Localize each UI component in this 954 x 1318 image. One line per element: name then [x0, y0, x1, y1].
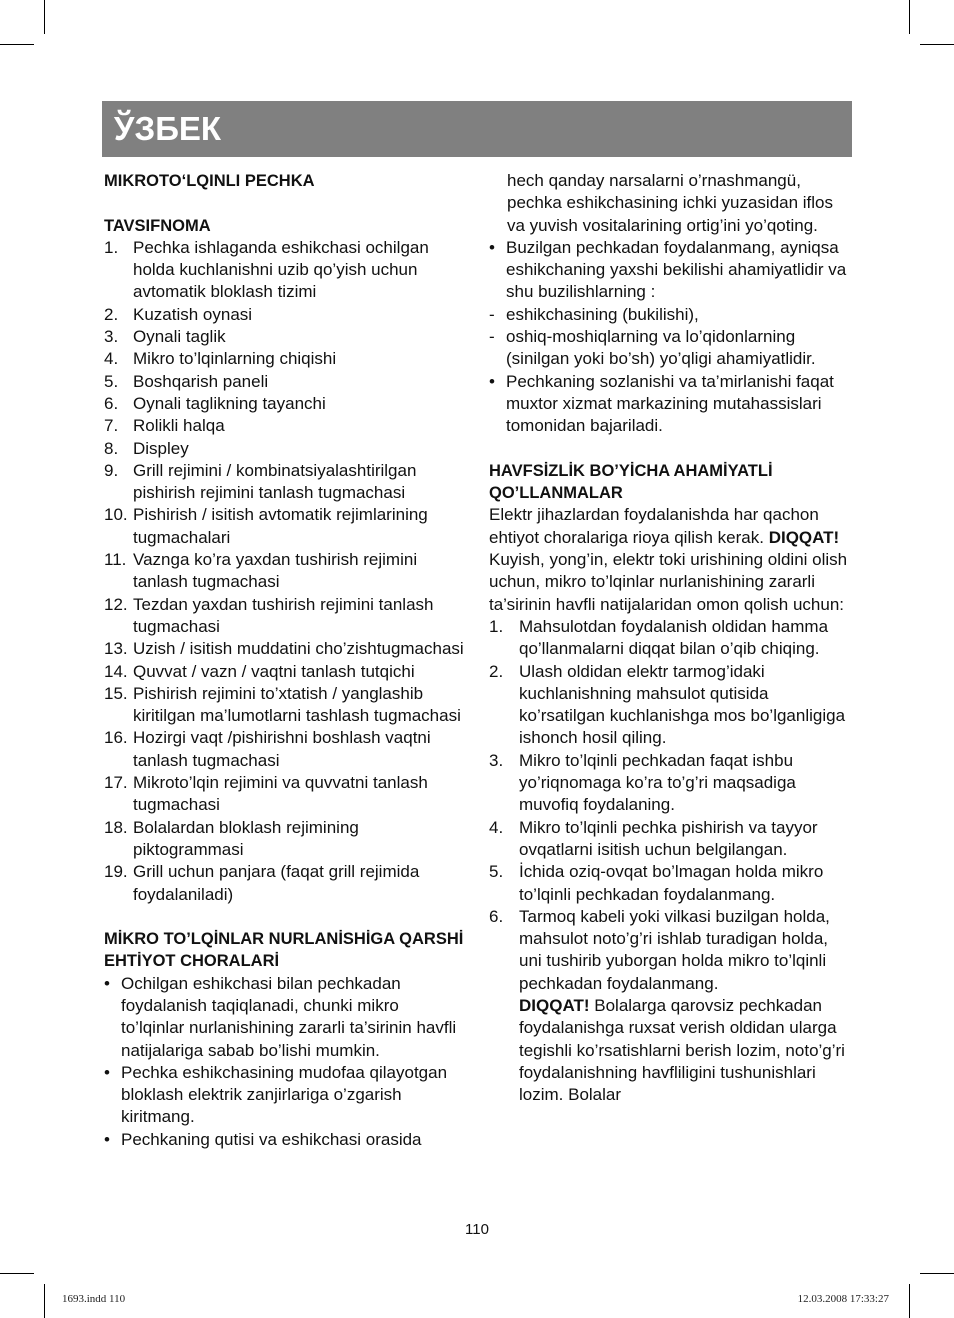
safety-list: [489, 616, 854, 1107]
crop-mark: [0, 1273, 34, 1274]
list-item: 8. Displey: [104, 438, 189, 458]
footer-timestamp: 12.03.2008 17:33:27: [797, 1293, 889, 1305]
crop-mark: [0, 44, 34, 45]
list-item: 7. Rolikli halqa: [104, 416, 225, 436]
list-item: 3. Mikro to’lqinli pechkadan faqat ishbu yo’riqnomaga ko’ra to’g’ri maqsadiga muvofiq foydalaning.: [489, 750, 796, 815]
list-item: 12. Tezdan yaxdan tushirish rejimini tanlash tugmachasi: [104, 594, 434, 636]
dash-item: - eshikchasining (bukilishi),: [489, 304, 699, 324]
list-item: 4. Mikro to’lqinlarning chiqishi: [104, 349, 337, 369]
list-item: 19. Grill uchun panjara (faqat grill rejimida foydalaniladi): [104, 862, 420, 904]
list-item: 18. Bolalardan bloklash rejimining piktogrammasi: [104, 817, 359, 859]
list-item: 5. İchida oziq-ovqat bo’lmagan holda mikro to’lqinli pechkadan foydalanmang.: [489, 862, 824, 904]
list-item: 14. Quvvat / vazn / vaqtni tanlash tutqichi: [104, 661, 415, 681]
list-item: 13. Uzish / isitish muddatini cho’zishtugmachasi: [104, 639, 464, 659]
crop-mark: [44, 1284, 45, 1318]
list-item: 6. Oynali taglikning tayanchi: [104, 393, 326, 413]
crop-mark: [909, 1284, 910, 1318]
footer-file: 1693.indd 110: [62, 1293, 126, 1305]
list-item: 9. Grill rejimini / kombinatsiyalashtirilgan pishirish rejimini tanlash tugmachasi: [104, 460, 417, 503]
list-item: 11. Vaznga ko’ra yaxdan tushirish rejimini tanlash tugmachasi: [104, 550, 418, 592]
left-column: [104, 170, 466, 1151]
section-heading: HAVFSİZLİK BO’YİCHA AHAMİYATLİ QO’LLANMALAR: [489, 461, 773, 503]
intro-paragraph: Elektr jihazlardan foydalanishda har qachon ehtiyot choralariga rioya qilish kerak. DIQQAT! Kuyish, yong’in, elektr toki urishining oldini olish uchun, mikro to’lqinlar nurlanishining zararli ta’sirinin havfli natijalaridan omon qolish uchun:: [489, 505, 848, 614]
bullet-item: • Pechkaning sozlanishi va ta’mirlanishi faqat muxtor xizmat markazining mutahassislari tomonidan bajariladi.: [489, 371, 834, 436]
list-item: 6. Tarmoq kabeli yoki vilkasi buzilgan holda, mahsulot noto’g’ri ishlab turadigan holda, uni tushirib yuborgan holda mikro to’lqinli pechkadan foydalanmang.: [489, 906, 830, 993]
section-heading: MIKROTO‘LQINLI PECHKA: [104, 172, 315, 190]
list-item: 16. Hozirgi vaqt /pishirishni boshlash vaqtni tanlash tugmachasi: [104, 728, 431, 770]
crop-mark: [920, 1273, 954, 1274]
list-item: 10. Pishirish / isitish avtomatik rejimlarining tugmachalari: [104, 505, 428, 547]
list-item: 1. Pechka ishlaganda eshikchasi ochilgan holda kuchlanishni uzib qo’yish uchun avtomatik bloklash tizimi: [104, 237, 429, 302]
bullet-item: • Pechka eshikchasining mudofaa qilayotgan bloklash elektrik zanjirlariga o’zgarish kiritmang.: [104, 1062, 448, 1127]
list-item: 1. Mahsulotdan foydalanish oldidan hamma qo’llanmalarni diqqat bilan o’qib chiqing.: [489, 616, 829, 659]
section-heading: TAVSIFNOMA: [104, 216, 211, 235]
list-item: 15. Pishirish rejimini to’xtatish / yanglashib kiritilgan ma’lumotlarni tashlash tugmachasi: [104, 683, 461, 726]
section-heading: MİKRO TO’LQİNLAR NURLANİSHİGA QARSHİ EHTİYOT CHORALARİ: [104, 930, 464, 971]
dash-item: - oshiq-moshiqlarning va lo’qidonlarning (sinilgan yoki bo’sh) yo’qligi ahamiyatlidir.: [489, 327, 816, 369]
bullet-item: • Pechkaning qutisi va eshikchasi orasida: [104, 1129, 422, 1149]
list-item: 3. Oynali taglik: [104, 327, 226, 347]
right-column: [489, 170, 854, 1106]
list-note: DIQQAT! Bolalarga qarovsiz pechkadan foydalanishga ruxsat verish oldidan ularga tegishli ko’rsatishlarni berish lozim, noto’g’ri foydalanishning havfliligini tushunishlari lozim. Bolalar: [519, 995, 845, 1105]
crop-mark: [909, 0, 910, 34]
crop-mark: [920, 44, 954, 45]
bullet-item: • Buzilgan pechkadan foydalanmang, ayniqsa eshikchaning yaxshi bekilishi ahamiyatlidir va shu buzilishlarning :: [489, 237, 847, 302]
banner-title: ЎЗБЕК: [114, 110, 222, 147]
list-item: 17. Mikroto’lqin rejimini va quvvatni tanlash tugmachasi: [104, 773, 428, 815]
page-number: 110: [465, 1221, 489, 1238]
attention-label: DIQQAT!: [768, 527, 840, 547]
language-banner: [102, 101, 852, 157]
list-item: 4. Mikro to’lqinli pechka pishirish va tayyor ovqatlarni isitish uchun belgilangan.: [489, 817, 818, 859]
continued-text: hech qanday narsalarni o’rnashmangü, pechka eshikchasining ichki yuzasidan iflos va yuvish vositalarining ortig’ini yo’qoting.: [507, 171, 834, 235]
bullet-item: • Ochilgan eshikchasi bilan pechkadan foydalanish taqiqlanadi, chunki mikro to’lqinlar nurlanishining zararli ta’sirinin havfli natijalariga sabab bo’lishi mumkin.: [104, 973, 457, 1060]
list-item: 2. Kuzatish oynasi: [104, 304, 253, 324]
crop-mark: [44, 0, 45, 34]
parts-list: [104, 237, 466, 906]
list-item: 2. Ulash oldidan elektr tarmog’idaki kuchlanishning mahsulot qutisida ko’rsatilgan kuchlanishga mos bo’lganligiga ishonch hosil qiling.: [489, 661, 846, 748]
attention-label: DIQQAT!: [519, 995, 590, 1015]
list-item: 5. Boshqarish paneli: [104, 371, 269, 391]
